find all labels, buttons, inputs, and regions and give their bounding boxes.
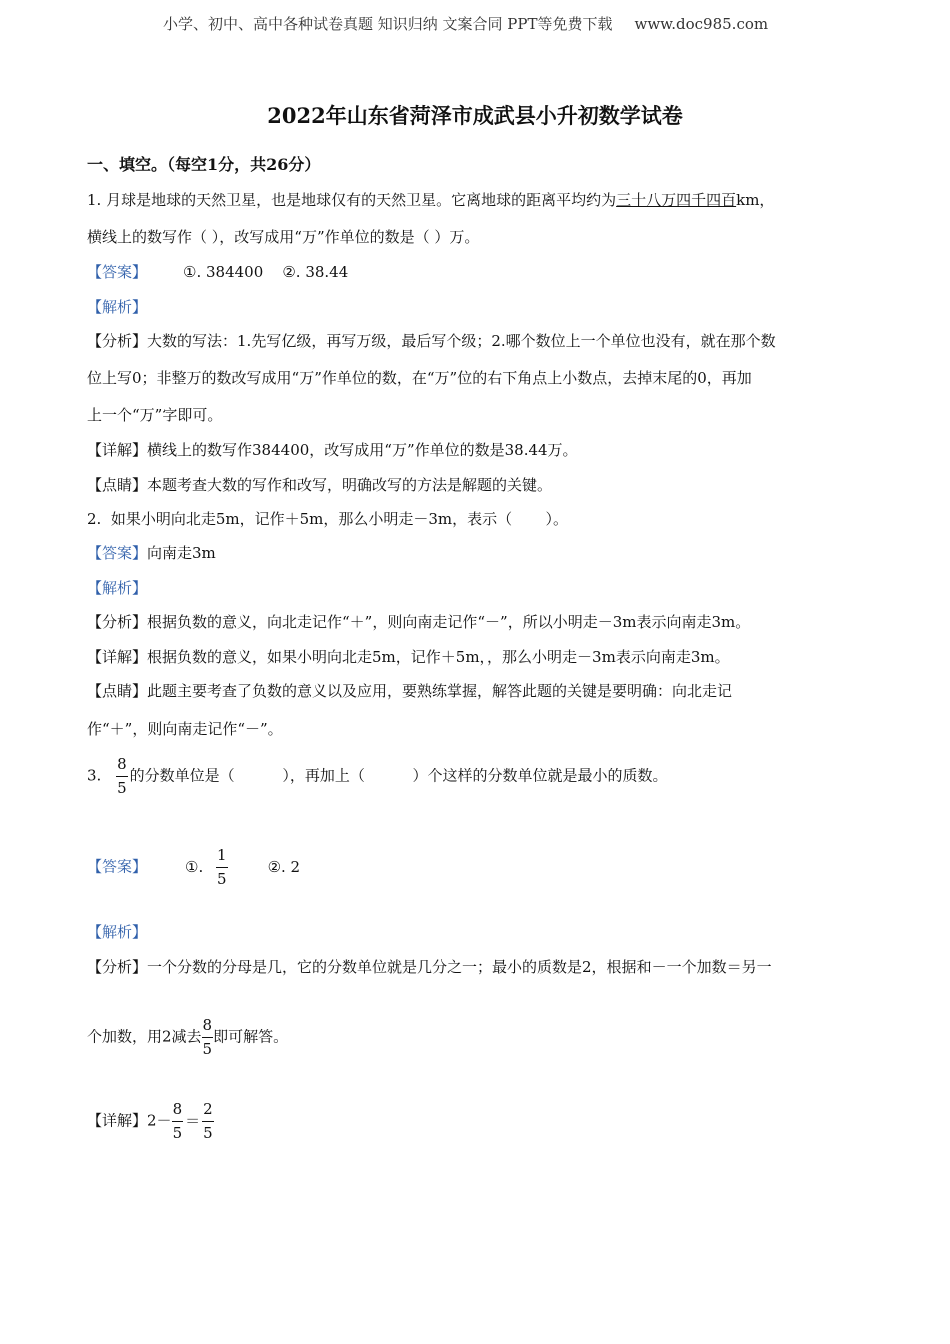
q1-underlined-number: 三十八万四千四百 <box>616 191 737 209</box>
q3-answer-fraction: $\frac{1}{5}$ <box>217 846 227 888</box>
q3-xiangjie-fraction-1: $\frac{8}{5}$ <box>172 1100 183 1142</box>
header-site-link[interactable]: www.doc985.com <box>634 15 769 33</box>
q1-fenxi-line3: 上一个“万”字即可。 <box>87 406 223 424</box>
header-text: 小学、初中、高中各种试卷真题 知识归纳 文案合同 PPT等免费下载 <box>163 15 613 33</box>
q1-fenxi-line2: 位上写0；非整万的数改写成用“万”作单位的数，在“万”位的右下角点上小数点，去掉末尾的0，再加 <box>87 369 752 387</box>
answer-label: 【答案】 <box>87 857 148 876</box>
section-heading: 一、填空。（每空1分，共26分） <box>87 155 321 174</box>
q1-line2: 横线上的数写作（ ），改写成用“万”作单位的数是（ ）万。 <box>87 228 480 246</box>
q1-answer-text: ①. 384400 ②. 38.44 <box>183 263 349 281</box>
q3-fenxi-fraction: $\frac{8}{5}$ <box>202 1016 213 1058</box>
q2-answer <box>87 543 216 563</box>
q1-fenxi-line1: 【分析】大数的写法：1.先写亿级，再写万级，最后写个级；2.哪个数位上一个单位也没有，就在那个数 <box>87 332 776 350</box>
q2-fenxi: 【分析】根据负数的意义，向北走记作“＋”，则向南走记作“－”，所以小明走－3m表示向南走3m。 <box>87 613 751 631</box>
q1-analysis-label: 【解析】 <box>87 298 148 316</box>
q3-fraction: $\frac{8}{5}$ <box>117 755 127 797</box>
answer-label: 【答案】 <box>87 263 148 281</box>
answer-label: 【答案】 <box>87 544 148 562</box>
page-title: 2022年山东省菏泽市成武县小升初数学试卷 <box>267 103 683 128</box>
q3-fenxi-line2: 个加数，用2减去 $\frac{8}{5}$ 即可解答。 <box>87 1016 289 1058</box>
q3-xiangjie: 【详解】2－ $\frac{8}{5}$ ＝ $\frac{2}{5}$ <box>87 1100 213 1142</box>
q2-dianjing-line1: 【点睛】此题主要考查了负数的意义以及应用，要熟练掌握，解答此题的关键是要明确：向北走记 <box>87 682 733 700</box>
q2-question: 2. 如果小明向北走5m，记作＋5m，那么小明走－3m，表示（ ）。 <box>87 510 569 528</box>
q3-answer: 【答案】 ①. $\frac{1}{5}$ ②. 2 <box>87 846 301 888</box>
q1-xiangjie: 【详解】横线上的数写作384400，改写成用“万”作单位的数是38.44万。 <box>87 441 578 459</box>
q2-answer-text: 向南走3m <box>147 544 216 562</box>
q2-analysis-label: 【解析】 <box>87 579 148 597</box>
q1-answer <box>87 262 348 282</box>
q3-xiangjie-fraction-2: $\frac{2}{5}$ <box>203 1100 213 1142</box>
q3-fenxi-line1: 【分析】一个分数的分母是几，它的分数单位就是几分之一；最小的质数是2，根据和－一个加数＝另一 <box>87 958 772 976</box>
q1-line1: 1. 月球是地球的天然卫星，也是地球仅有的天然卫星。它离地球的距离平均约为三十八万四千四百km， <box>87 191 775 209</box>
page-header <box>163 13 768 34</box>
q2-xiangjie: 【详解】根据负数的意义，如果小明向北走5m，记作＋5m，，那么小明走－3m表示向南走3m。 <box>87 648 730 666</box>
q3-question: 3. $\frac{8}{5}$ 的分数单位是（ ），再加上（ ）个这样的分数单位就是最小的质数。 <box>87 755 668 797</box>
q2-dianjing-line2: 作“＋”，则向南走记作“－”。 <box>87 720 283 738</box>
q1-dianjing: 【点睛】本题考查大数的写作和改写，明确改写的方法是解题的关键。 <box>87 476 553 494</box>
q3-analysis-label: 【解析】 <box>87 923 148 941</box>
